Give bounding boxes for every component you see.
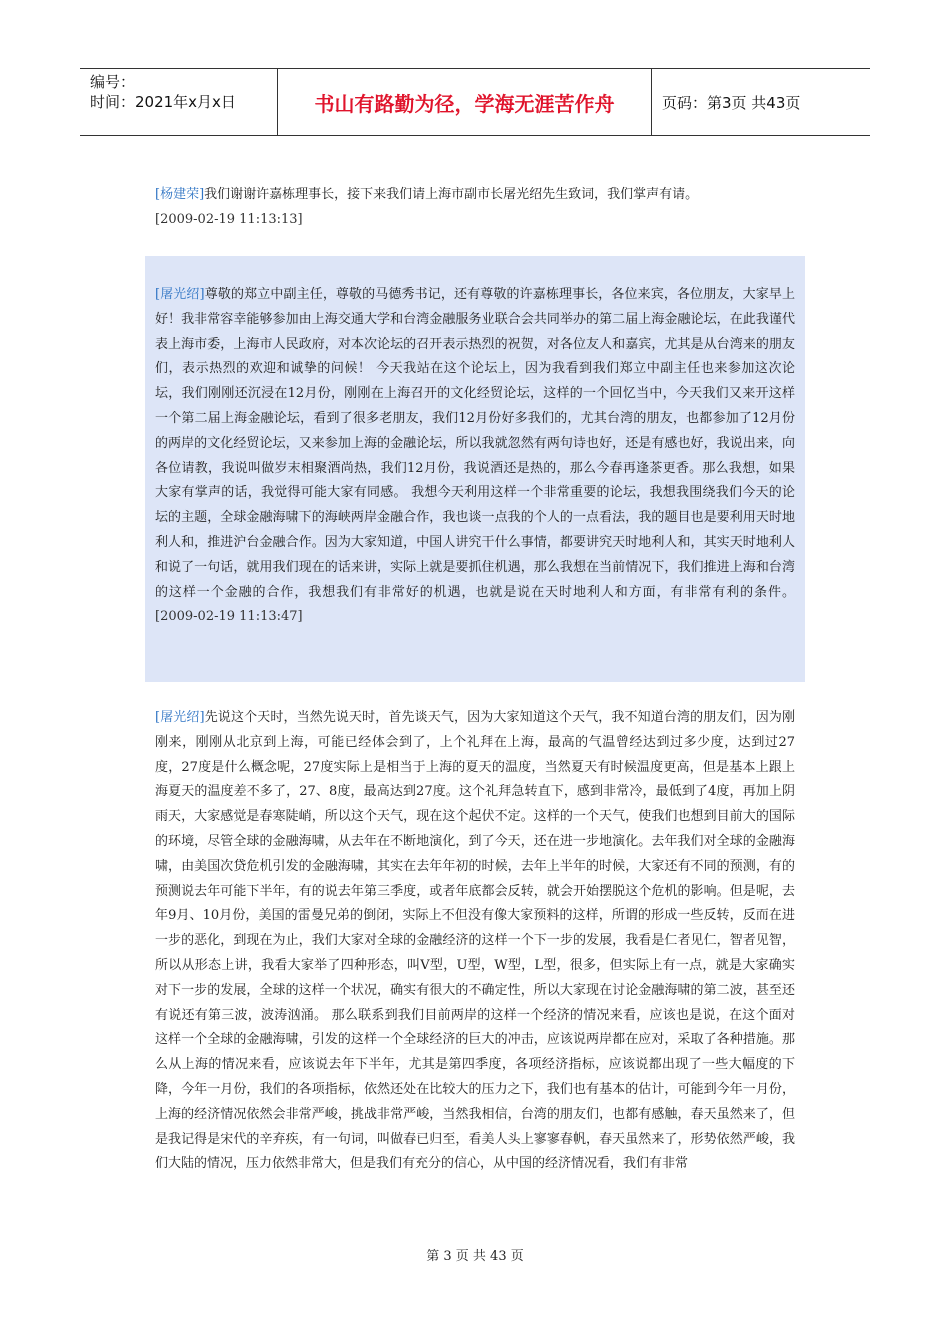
speech-text: 尊敬的郑立中副主任，尊敬的马德秀书记，还有尊敬的许嘉栋理事长，各位来宾，各位朋友，大家早上好！我非常容幸能够参加由上海交通大学和台湾金融服务业联合会共同举办的第二届上海金融论坛，在此我谨代表上海市委，上海市人民政府，对本次论坛的召开表示热烈的祝贺，对各位友人和嘉宾，尤其是从台湾来的朋友们，表示热烈的欢迎和诚挚的问候！ 今天我站在这个论坛上，因为我看到我们郑立中副主任也来参加这次论坛，我们刚刚还沉浸在12月份，刚刚在上海召开的文化经贸论坛，这样的一个回忆当中，今天我们又来开这样一个第二届上海金融论坛，看到了很多老朋友，我们12月份好多我们的，尤其台湾的朋友，也都参加了12月份的两岸的文化经贸论坛，又来参加上海的金融论坛，所以我就忽然有两句诗也好，还是有感也好，我说出来，向各位请教，我说叫做岁末相聚酒尚热，我们12月份，我说酒还是热的，那么今春再逢茶更香。那么我想，如果大家有掌声的话，我觉得可能大家有同感。 我想今天利用这样一个非常重要的论坛，我想我围绕我们今天的论坛的主题，全球金融海啸下的海峡两岸金融合作，我也谈一点我的个人的一点看法，我的题目也是要利用天时地利人和，推进沪台金融合作。因为大家知道，中国人讲究干什么事情，都要讲究天时地利人和，其实天时地利人和说了一句话，就用我们现在的话来讲，实际上就是要抓住机遇，那么我想在当前情况下，我们推进上海和台湾的这样一个金融的合作，我想我们有非常好的机遇，也就是说在天时地利人和方面，有非常有利的条件。 [155, 287, 795, 600]
transcript-paragraph [145, 183, 805, 233]
speaker-name: [屠光绍] [155, 287, 205, 302]
header-motto: 书山有路勤为径，学海无涯苦作舟 [278, 69, 652, 135]
header-meta [80, 69, 278, 135]
speech-text: 先说这个天时，当然先说天时，首先谈天气，因为大家知道这个天气，我不知道台湾的朋友们，因为刚刚来，刚刚从北京到上海，可能已经体会到了，上个礼拜在上海，最高的气温曾经达到过多少度，达到过27度，27度是什么概念呢，27度实际上是相当于上海的夏天的温度，当然夏天有时候温度更高，但是基本上跟上海夏天的温度差不多了，27、8度，最高达到27度。这个礼拜急转直下，感到非常冷，最低到了4度，再加上阴雨天，大家感觉是春寒陡峭，所以这个天气，现在这个起伏不定。这样的一个天气，使我们也想到目前大的国际的环境，尽管全球的金融海啸，从去年在不断地演化，到了今天，还在进一步地演化。去年我们对全球的金融海啸，由美国次贷危机引发的金融海啸，其实在去年年初的时候，去年上半年的时候，大家还有不同的预测，有的预测说去年可能下半年，有的说去年第三季度，或者年底都会反转，就会开始摆脱这个危机的影响。但是呢，去年9月、10月份，美国的雷曼兄弟的倒闭，实际上不但没有像大家预料的这样，所谓的形成一些反转，反而在进一步的恶化，到现在为止，我们大家对全球的金融经济的这样一个下一步的发展，我看是仁者见仁，智者见智，所以从形态上讲，我看大家举了四种形态，叫V型，U型，W型，L型，很多，但实际上有一点，就是大家确实对下一步的发展，全球的这样一个状况，确实有很大的不确定性，所以大家现在讨论金融海啸的第二波，甚至还有说还有第三波，波涛汹涌。 那么联系到我们目前两岸的这样一个经济的情况来看，应该也是说，在这个面对这样一个全球的金融海啸，引发的这样一个全球经济的巨大的冲击，应该说两岸都在应对，采取了各种措施。那么从上海的情况来看，应该说去年下半年，尤其是第四季度，各项经济指标，应该说都出现了一些大幅度的下降，今年一月份，我们的各项指标，依然还处在比较大的压力之下，我们也有基本的估计，可能到今年一月份，上海的经济情况依然会非常严峻，挑战非常严峻，当然我相信，台湾的朋友们，也都有感触，春天虽然来了，但是我记得是宋代的辛弃疾，有一句词，叫做春已归至，看美人头上寥寥春帆，春天虽然来了，形势依然严峻，我们大陆的情况，压力依然非常大，但是我们有充分的信心，从中国的经济情况看，我们有非常 [155, 710, 795, 1172]
document-date: 时间：2021年x月x日 [90, 93, 236, 111]
timestamp: [2009-02-19 11:13:13] [155, 211, 303, 227]
speaker-name: [屠光绍] [155, 710, 205, 725]
document-number-label: 编号： [90, 73, 136, 91]
header-page-info: 页码：第3页 共43页 [662, 93, 801, 112]
speech-text: 我们谢谢许嘉栋理事长，接下来我们请上海市副市长屠光绍先生致词，我们掌声有请。 [204, 187, 699, 202]
page-header [80, 68, 870, 136]
page-footer: 第 3 页 共 43 页 [426, 1249, 524, 1264]
transcript-paragraph-highlighted [145, 256, 805, 682]
timestamp: [2009-02-19 11:13:47] [155, 609, 303, 625]
transcript-paragraph [145, 706, 805, 1177]
speaker-name: [杨建荣] [155, 187, 205, 202]
